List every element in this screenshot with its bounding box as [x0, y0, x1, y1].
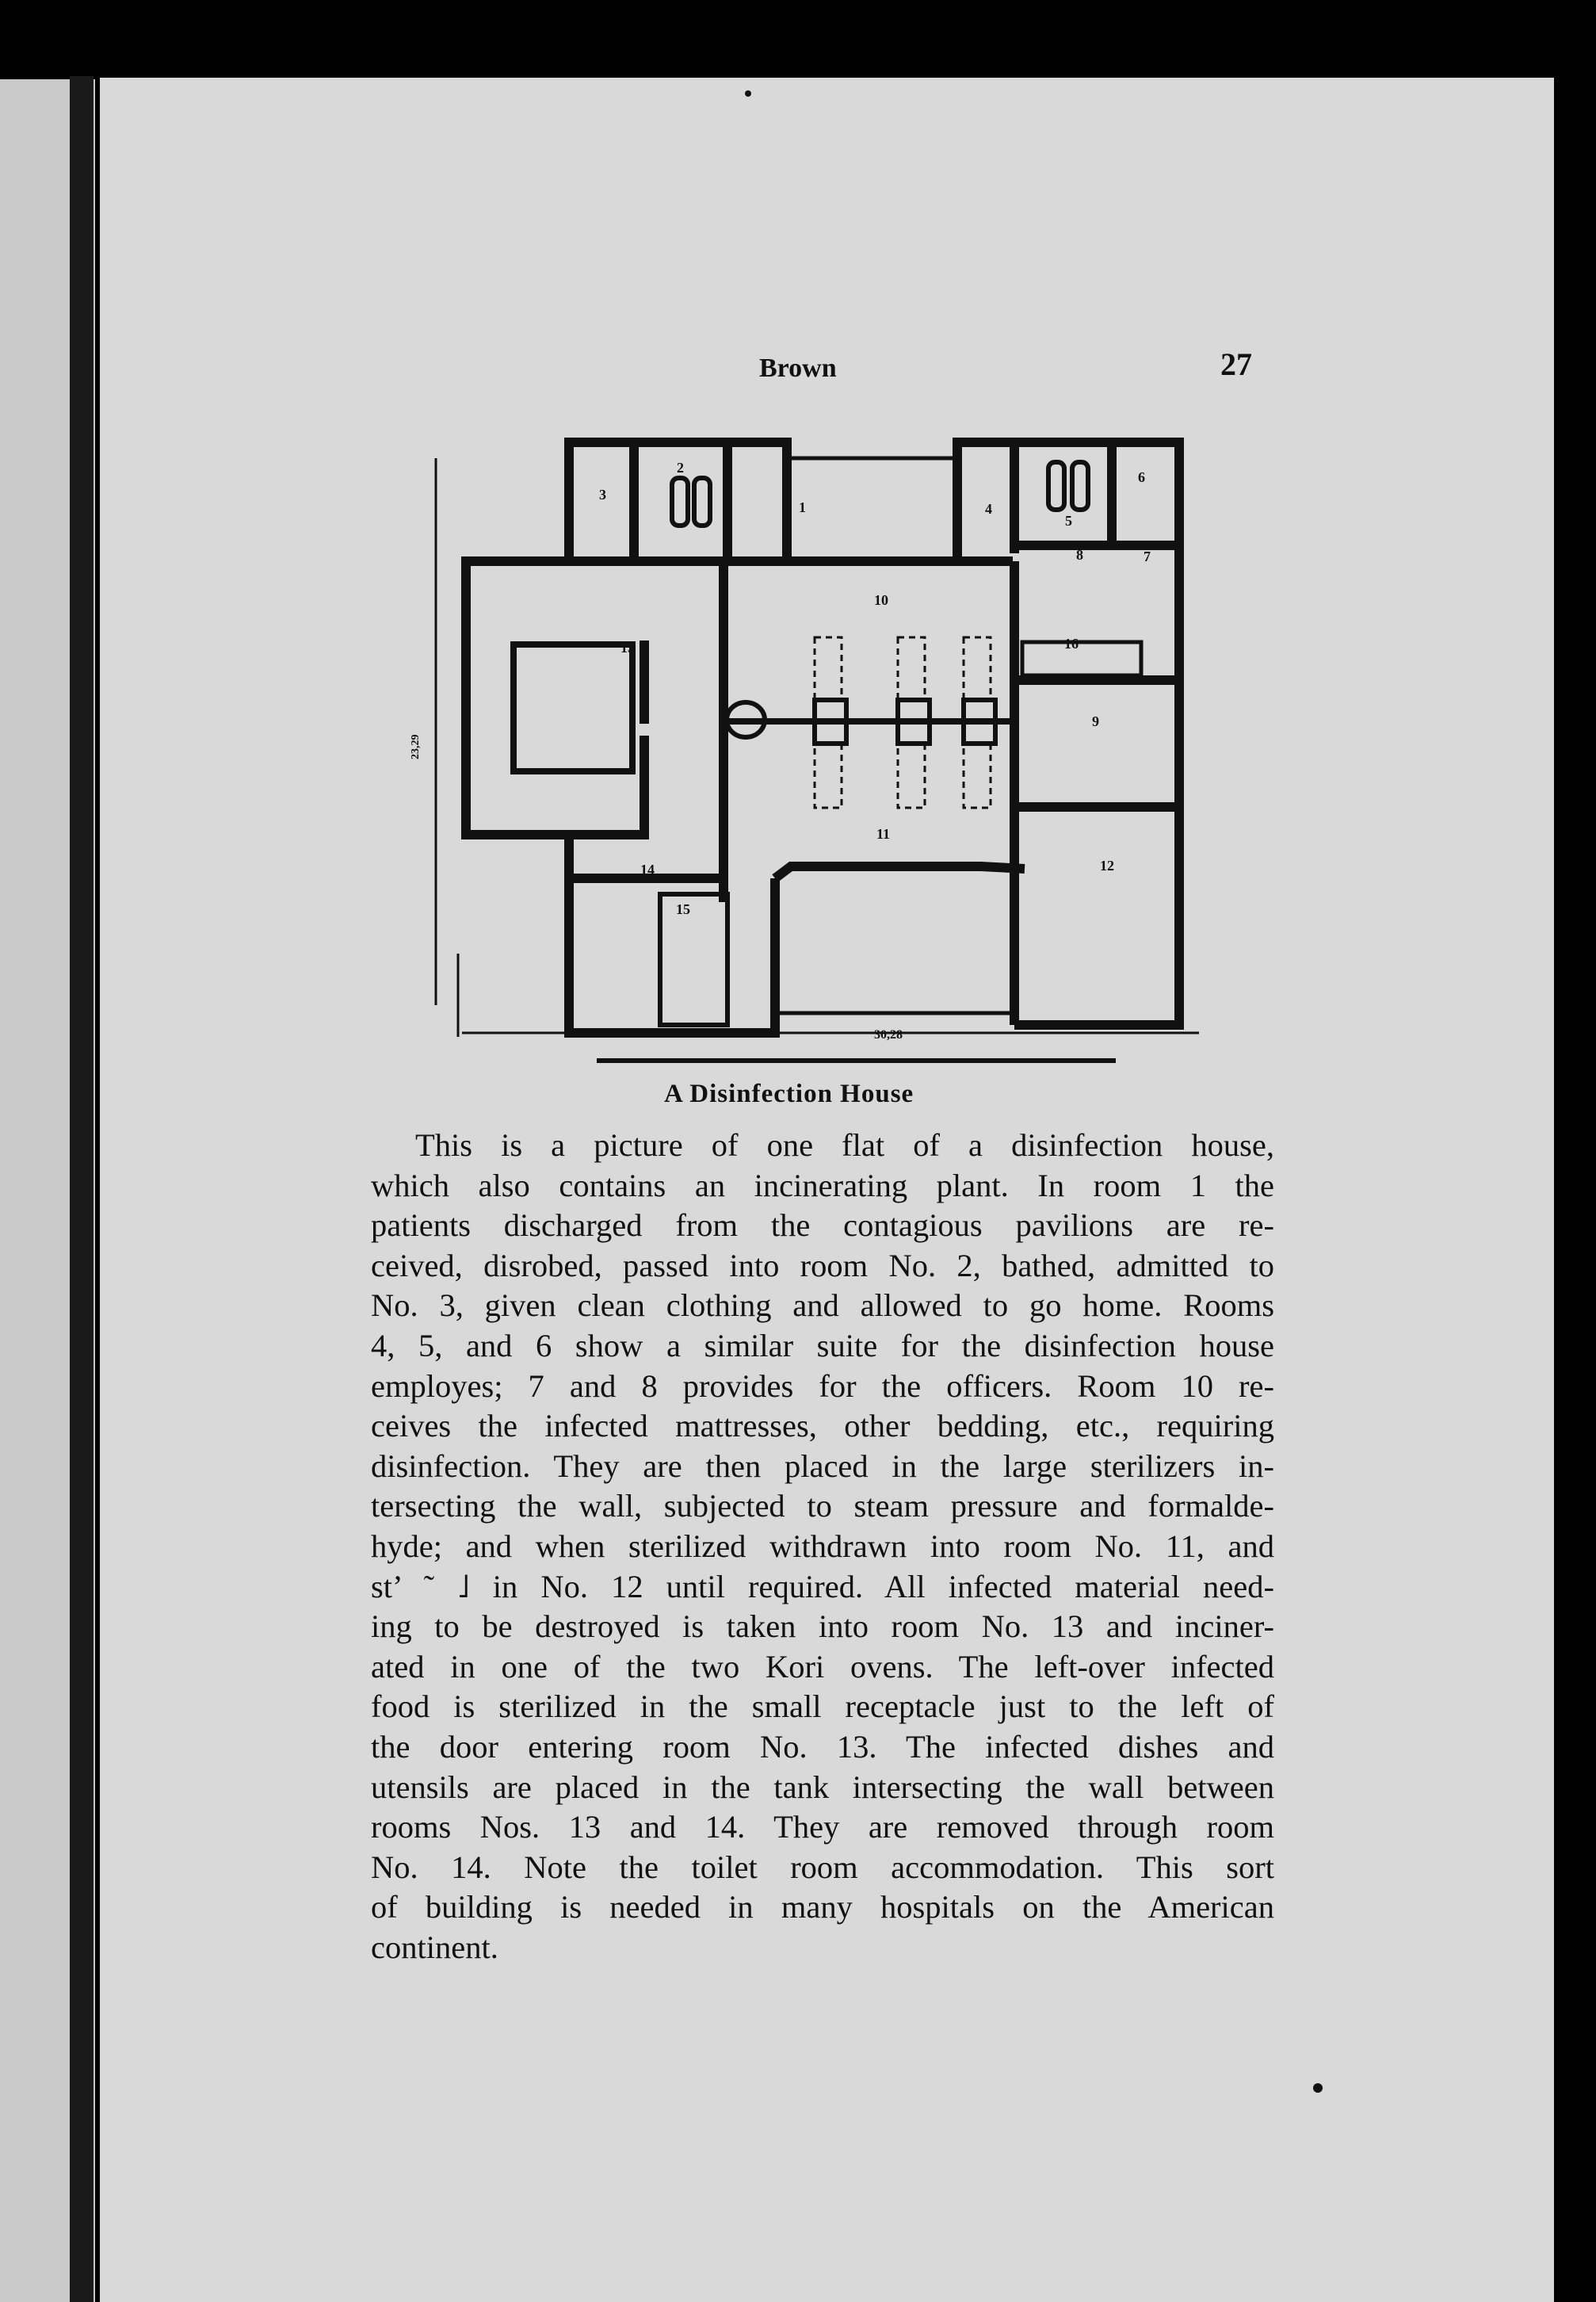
text-line: hyde; and when sterilized withdrawn into room No. 11, and	[371, 1528, 1274, 1564]
text-line: utensils are placed in the tank intersecting the wall between	[371, 1769, 1274, 1805]
room-label: 1	[799, 499, 806, 515]
room-label: 14	[640, 862, 655, 878]
text-line: rooms Nos. 13 and 14. They are removed through room	[371, 1809, 1274, 1845]
text-line: of building is needed in many hospitals on the American	[371, 1889, 1274, 1925]
room-label: 5	[1065, 513, 1072, 529]
running-head: Brown	[759, 354, 837, 383]
text-line: employes; 7 and 8 provides for the officers. Room 10 re-	[371, 1367, 1274, 1404]
dimension-label: 30,28	[874, 1028, 903, 1042]
speck	[745, 90, 751, 97]
text-line: patients discharged from the contagious pavilions are re-	[371, 1207, 1274, 1244]
speck	[1313, 2083, 1323, 2093]
room-label: 2	[677, 460, 684, 476]
page-gutter	[70, 76, 94, 2302]
room-label: 9	[1092, 713, 1099, 729]
room-label: 8	[1076, 547, 1083, 563]
wall	[569, 835, 775, 1033]
text-line: continent.	[371, 1929, 498, 1965]
text-line: No. 3, given clean clothing and allowed to go home. Rooms	[371, 1287, 1274, 1324]
wall	[775, 866, 1025, 878]
wall	[1014, 641, 1179, 1025]
room-label: 11	[876, 826, 891, 842]
text-line: tersecting the wall, subjected to steam pressure and formalde-	[371, 1488, 1274, 1524]
room-label: 10	[874, 592, 888, 608]
text-line: st’ ˜ ˩ in No. 12 until required. All infected material need-	[371, 1568, 1274, 1604]
text-line: 4, 5, and 6 show a similar suite for the disinfection house	[371, 1327, 1274, 1363]
room-label: 16	[1064, 636, 1079, 652]
text-line: This is a picture of one flat of a disinfection house,	[415, 1127, 1274, 1163]
room-label: 15	[676, 901, 690, 917]
oven	[514, 644, 632, 771]
room-label: 13	[620, 640, 635, 656]
room-label: 7	[1144, 549, 1151, 564]
text-line: disinfection. They are then placed in the large sterilizers in-	[371, 1447, 1274, 1484]
room-label: 6	[1138, 469, 1145, 485]
room-label: 12	[1100, 858, 1114, 874]
dimension-label: 23,29	[410, 734, 422, 759]
wall	[466, 561, 644, 835]
text-line: No. 14. Note the toilet room accommodation. This sort	[371, 1849, 1274, 1885]
text-line: ated in one of the two Kori ovens. The left-over infected	[371, 1648, 1274, 1684]
room-label: 3	[599, 487, 606, 503]
figure-caption: A Disinfection House	[664, 1080, 914, 1108]
text-line: the door entering room No. 13. The infected dishes and	[371, 1728, 1274, 1765]
room-label: 4	[985, 501, 992, 517]
bath	[1072, 462, 1088, 510]
bath	[672, 478, 688, 526]
body-paragraph	[371, 1126, 1274, 1967]
stair	[660, 894, 727, 1025]
bath	[1048, 462, 1064, 510]
text-line: food is sterilized in the small receptacle just to the left of	[371, 1688, 1274, 1725]
stair	[1022, 642, 1141, 675]
text-line: which also contains an incinerating plant. In room 1 the	[371, 1167, 1274, 1203]
text-line: ing to be destroyed is taken into room No. 13 and inciner-	[371, 1608, 1274, 1645]
floor-plan	[410, 434, 1219, 1053]
bath	[694, 478, 710, 526]
text-line: ceives the infected mattresses, other bedding, etc., requiring	[371, 1408, 1274, 1444]
page-number: 27	[1220, 346, 1252, 382]
text-line: ceived, disrobed, passed into room No. 2, bathed, admitted to	[371, 1247, 1274, 1283]
